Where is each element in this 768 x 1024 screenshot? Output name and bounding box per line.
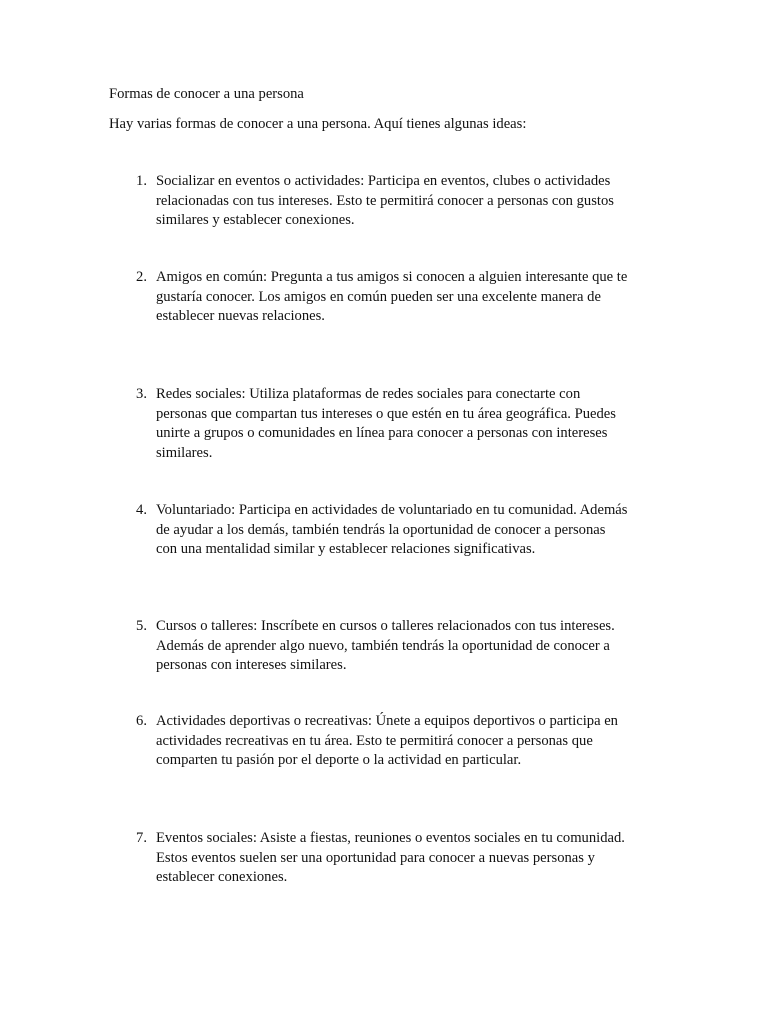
list-item-line: personas que compartan tus intereses o que estén en tu área geográfica. Puedes <box>156 405 616 422</box>
list-item-line: comparten tu pasión por el deporte o la actividad en particular. <box>156 752 522 768</box>
list-item-text <box>156 617 615 676</box>
list-item-number: 5. <box>136 618 147 634</box>
list-item-line: Eventos sociales: Asiste a fiestas, reuniones o eventos sociales en tu comunidad. <box>156 830 625 846</box>
list-item-line: Además de aprender algo nuevo, también tendrás la oportunidad de conocer a <box>156 637 610 654</box>
list-item-line: Actividades deportivas o recreativas: Únete a equipos deportivos o participa en <box>156 713 618 729</box>
list-item-number: 6. <box>136 713 147 729</box>
list-item-line: Redes sociales: Utiliza plataformas de redes sociales para conectarte con <box>156 386 581 402</box>
list-item-line: con una mentalidad similar y establecer relaciones significativas. <box>156 541 536 557</box>
list-item-text <box>156 172 614 231</box>
list-item-text <box>156 712 618 771</box>
list-item-line: Amigos en común: Pregunta a tus amigos si conocen a alguien interesante que te <box>156 269 628 285</box>
intro-paragraph: Hay varias formas de conocer a una persona. Aquí tienes algunas ideas: <box>109 116 527 132</box>
list-item-line: similares y establecer conexiones. <box>156 212 355 228</box>
list-item-text <box>156 501 627 560</box>
list-item-number: 1. <box>136 173 147 189</box>
list-item-number: 3. <box>136 386 147 402</box>
list-item-line: establecer nuevas relaciones. <box>156 308 325 324</box>
list-item-text <box>156 385 616 463</box>
list-item-line: Estos eventos suelen ser una oportunidad para conocer a nuevas personas y <box>156 849 595 866</box>
list-item-text <box>156 268 627 327</box>
list-item-line: actividades recreativas en tu área. Esto te permitirá conocer a personas que <box>156 732 593 749</box>
list-item-line: Voluntariado: Participa en actividades de voluntariado en tu comunidad. Además <box>156 502 628 518</box>
list-item-line: establecer conexiones. <box>156 869 288 885</box>
list-item-line: similares. <box>156 444 213 461</box>
list-item-line: gustaría conocer. Los amigos en común pueden ser una excelente manera de <box>156 288 601 305</box>
list-item-number: 4. <box>136 502 147 518</box>
list-item-line: Cursos o talleres: Inscríbete en cursos o talleres relacionados con tus intereses. <box>156 618 615 634</box>
list-item-line: unirte a grupos o comunidades en línea para conocer a personas con intereses <box>156 425 608 441</box>
list-item-text <box>156 829 625 888</box>
list-item-number: 7. <box>136 830 147 846</box>
list-item-line: personas con intereses similares. <box>156 657 347 673</box>
list-item-line: Socializar en eventos o actividades: Participa en eventos, clubes o actividades <box>156 173 611 189</box>
list-item-number: 2. <box>136 269 147 285</box>
list-item-line: de ayudar a los demás, también tendrás la oportunidad de conocer a personas <box>156 521 606 538</box>
document-title: Formas de conocer a una persona <box>109 86 304 102</box>
list-item-line: relacionadas con tus intereses. Esto te permitirá conocer a personas con gustos <box>156 192 614 209</box>
